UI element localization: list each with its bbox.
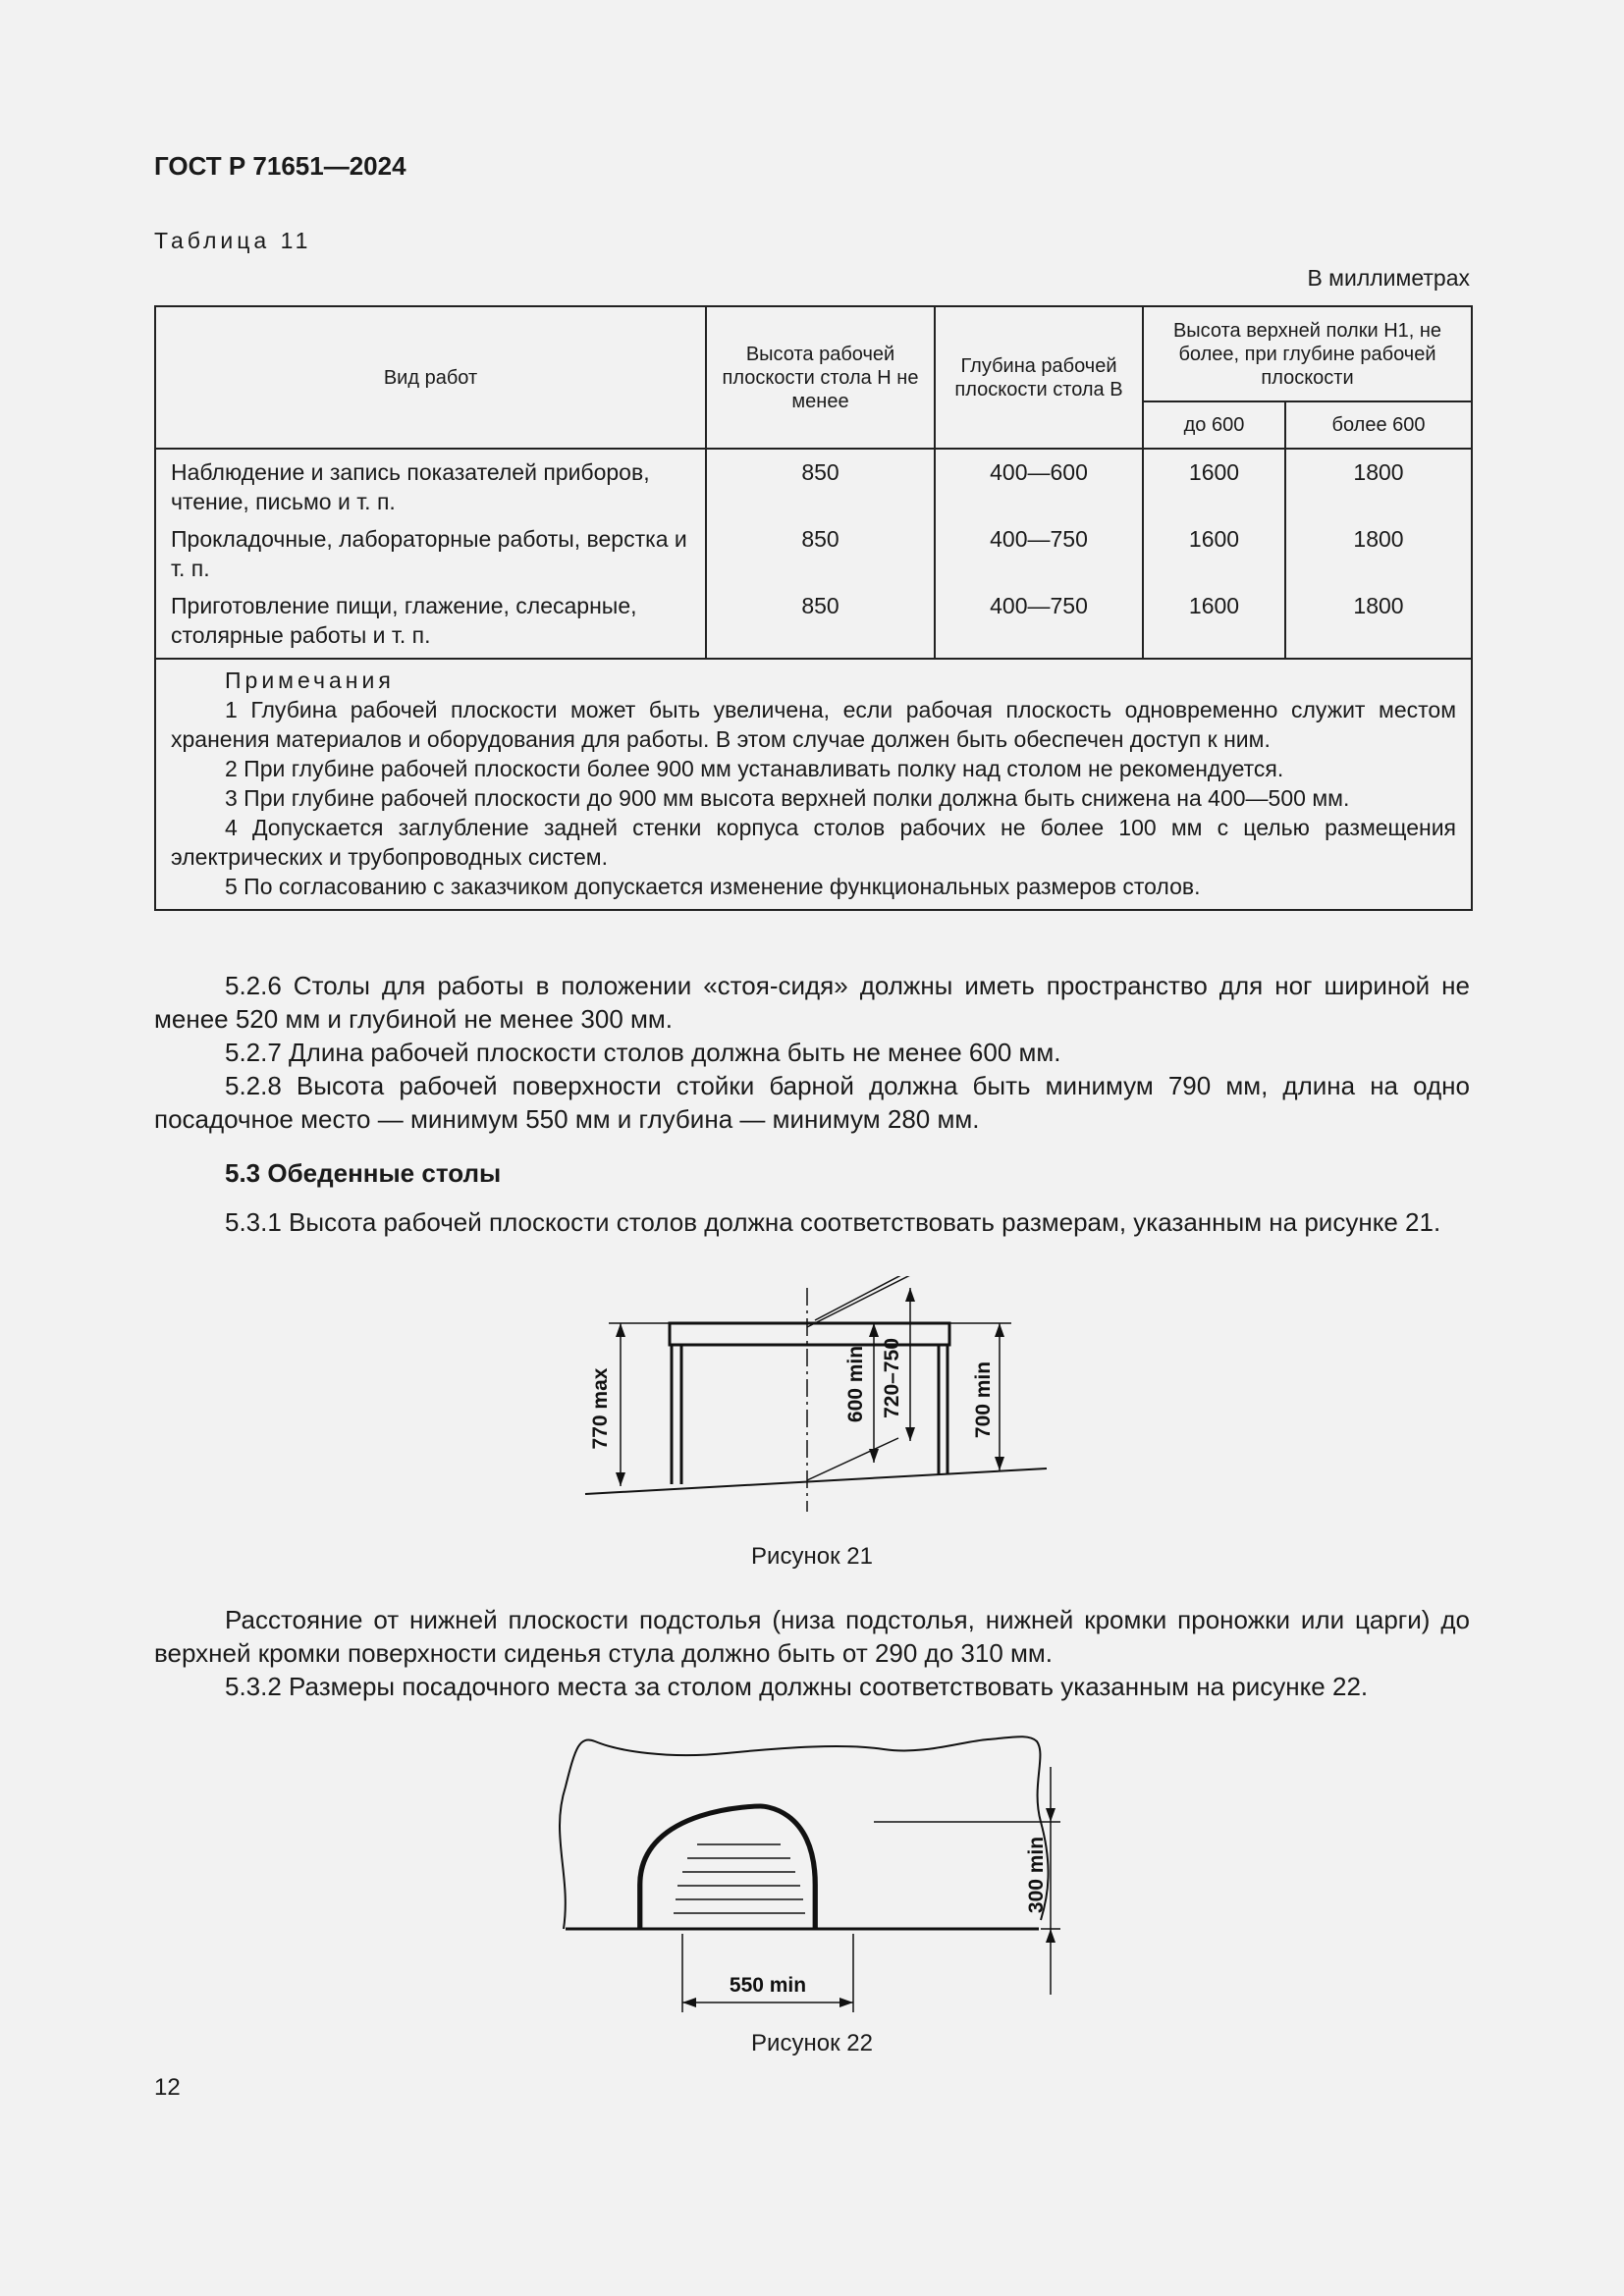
header-height: Высота рабочей плоскости стола H не менее <box>706 306 935 449</box>
cell-work: Прокладочные, лабораторные работы, верстка и т. п. <box>155 520 706 587</box>
table-row <box>155 587 1472 659</box>
header-shelf: Высота верхней полки H1, не более, при глубине рабочей плоскости <box>1143 306 1472 401</box>
cell-shelf-2: 1800 <box>1285 520 1472 587</box>
note-item: 5 По согласованию с заказчиком допускается изменение функциональных размеров столов. <box>225 874 1201 899</box>
header-shelf-sub-2: более 600 <box>1285 401 1472 449</box>
table-row <box>155 520 1472 587</box>
figure-21-drawing <box>550 1276 1060 1512</box>
dim-700-min: 700 min <box>972 1361 995 1439</box>
cell-shelf-2: 1800 <box>1285 449 1472 520</box>
paragraph: 5.2.6 Столы для работы в положении «стоя-сидя» должны иметь пространство для ног шириной не менее 520 мм и глубиной не менее 300 мм. <box>154 971 1470 1034</box>
page-number: 12 <box>154 2074 181 2101</box>
cell-depth: 400—750 <box>935 587 1143 659</box>
notes-title: Примечания <box>225 667 395 693</box>
table-units: В миллиметрах <box>1307 265 1470 291</box>
body-block-3 <box>154 1603 1470 1703</box>
cell-depth: 400—750 <box>935 520 1143 587</box>
cell-work: Наблюдение и запись показателей приборов, чтение, письмо и т. п. <box>155 449 706 520</box>
body-block-2 <box>154 1205 1470 1239</box>
header-depth: Глубина рабочей плоскости стола B <box>935 306 1143 449</box>
document-code: ГОСТ Р 71651—2024 <box>154 151 406 181</box>
paragraph: 5.2.7 Длина рабочей плоскости столов должна быть не менее 600 мм. <box>225 1038 1061 1067</box>
paragraph: 5.3.2 Размеры посадочного места за столом должны соответствовать указанным на рисунке 22. <box>225 1672 1369 1701</box>
note-item: 4 Допускается заглубление задней стенки корпуса столов рабочих не более 100 мм с целью размещения электрических и трубопроводных систем. <box>171 815 1457 870</box>
section-heading: 5.3 Обеденные столы <box>225 1158 502 1188</box>
table-notes <box>155 659 1472 910</box>
header-shelf-sub-1: до 600 <box>1143 401 1285 449</box>
note-item: 1 Глубина рабочей плоскости может быть увеличена, если рабочая плоскость одновременно служит местом хранения материалов и оборудования для работы. В этом случае должен быть обеспечен доступ к ним. <box>171 697 1457 752</box>
spec-table <box>154 305 1473 911</box>
cell-shelf-1: 1600 <box>1143 587 1285 659</box>
figure-21-caption: Рисунок 21 <box>751 1543 873 1570</box>
figure-22-caption: Рисунок 22 <box>751 2030 873 2056</box>
cell-shelf-2: 1800 <box>1285 587 1472 659</box>
cell-height: 850 <box>706 520 935 587</box>
table-row <box>155 449 1472 520</box>
figure-22-drawing <box>550 1728 1080 2022</box>
floor-line <box>585 1468 1047 1494</box>
cell-depth: 400—600 <box>935 449 1143 520</box>
paragraph: 5.3.1 Высота рабочей плоскости столов должна соответствовать размерам, указанным на рисунке 21. <box>225 1207 1441 1237</box>
header-work-type: Вид работ <box>155 306 706 449</box>
note-item: 2 При глубине рабочей плоскости более 900 мм устанавливать полку над столом не рекомендуется. <box>225 756 1284 781</box>
dim-550-min: 550 min <box>729 1974 807 1997</box>
dim-300-min: 300 min <box>1025 1836 1048 1914</box>
cell-shelf-1: 1600 <box>1143 449 1285 520</box>
body-block-1 <box>154 969 1470 1136</box>
note-item: 3 При глубине рабочей плоскости до 900 мм высота верхней полки должна быть снижена на 400—500 мм. <box>225 785 1350 811</box>
paragraph: 5.2.8 Высота рабочей поверхности стойки барной должна быть минимум 790 мм, длина на одно посадочное место — минимум 550 мм и глубина — минимум 280 мм. <box>154 1071 1470 1134</box>
paragraph: Расстояние от нижней плоскости подстолья (низа подстолья, нижней кромки проножки или царги) до верхней кромки поверхности сиденья стула должно быть от 290 до 310 мм. <box>154 1605 1470 1668</box>
cell-height: 850 <box>706 449 935 520</box>
table-label: Таблица 11 <box>154 228 312 253</box>
dim-720-750: 720–750 <box>881 1338 903 1418</box>
cell-work: Приготовление пищи, глажение, слесарные, столярные работы и т. п. <box>155 587 706 659</box>
dim-600-min: 600 min <box>844 1345 867 1423</box>
cell-shelf-1: 1600 <box>1143 520 1285 587</box>
dim-770-max: 770 max <box>589 1367 612 1450</box>
cell-height: 850 <box>706 587 935 659</box>
